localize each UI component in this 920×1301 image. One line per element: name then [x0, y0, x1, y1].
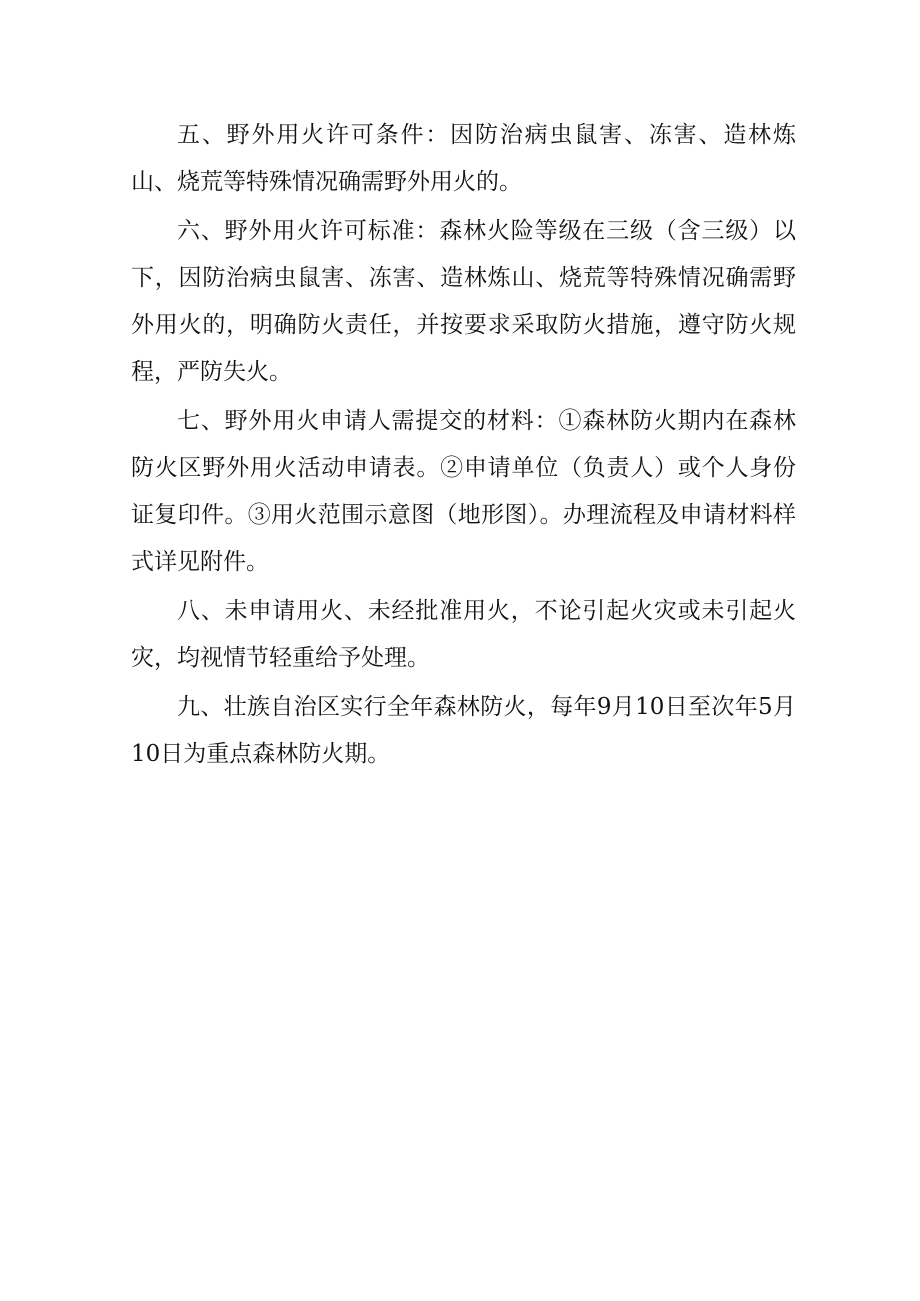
document-body: [131, 112, 796, 780]
paragraph-7: 七、野外用火申请人需提交的材料：①森林防火期内在森林防火区野外用火活动申请表。②申请单位（负责人）或个人身份证复印件。③用火范围示意图（地形图）。办理流程及申请材料样式详见附件。: [131, 408, 796, 575]
paragraph-9: 九、壮族自治区实行全年森林防火，每年9月10日至次年5月10日为重点森林防火期。: [131, 694, 796, 767]
paragraph-8: 八、未申请用火、未经批准用火，不论引起火灾或未引起火灾，均视情节轻重给予处理。: [131, 598, 796, 671]
paragraph-6: 六、野外用火许可标准：森林火险等级在三级（含三级）以下，因防治病虫鼠害、冻害、造林炼山、烧荒等特殊情况确需野外用火的，明确防火责任，并按要求采取防火措施，遵守防火规程，严防失火。: [131, 218, 796, 385]
paragraph-5: 五、野外用火许可条件：因防治病虫鼠害、冻害、造林炼山、烧荒等特殊情况确需野外用火的。: [131, 122, 796, 195]
